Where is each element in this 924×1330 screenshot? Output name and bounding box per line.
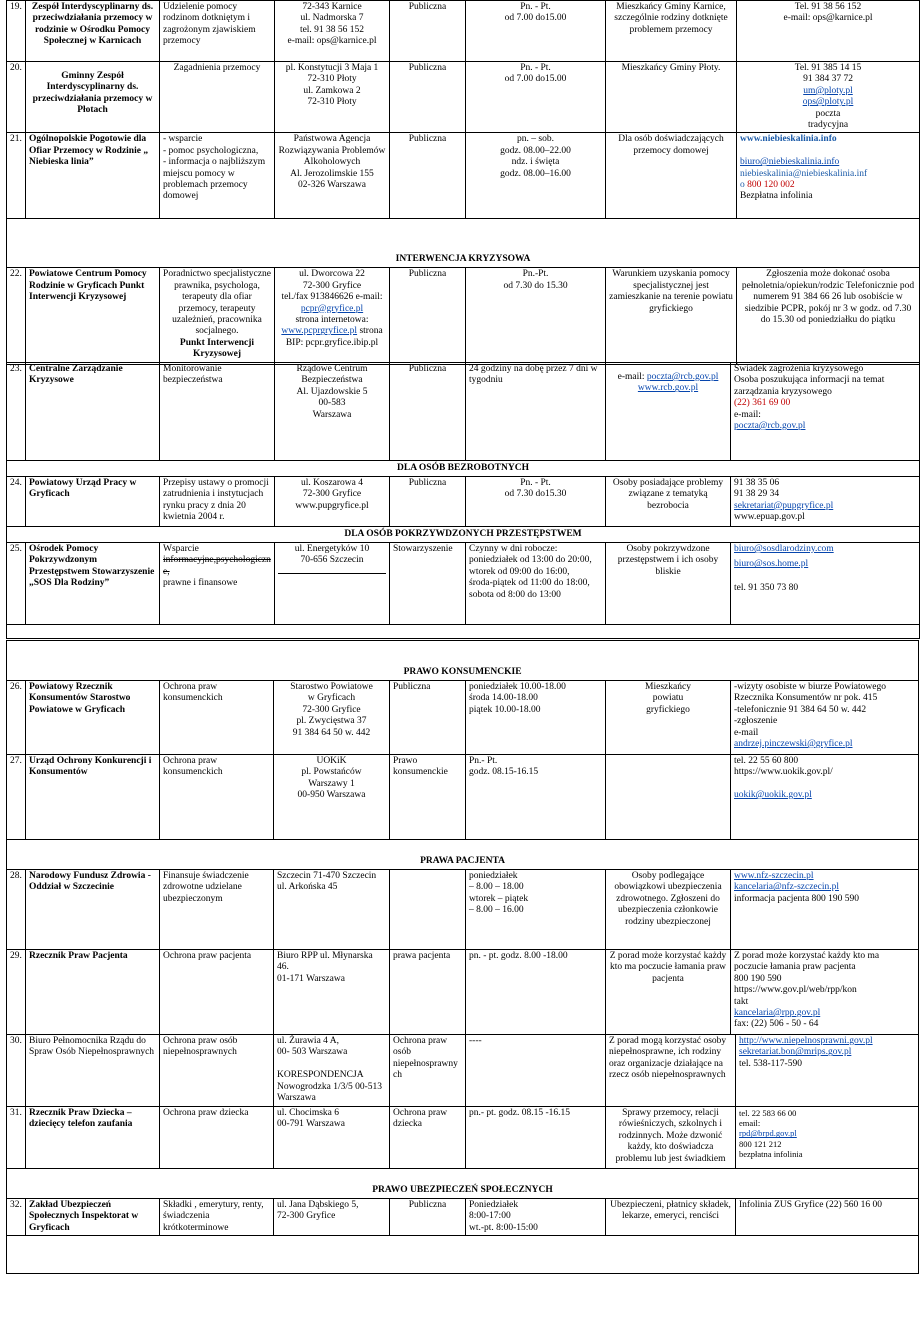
type-cell: Publiczna [390,133,466,219]
address-line: Al. Jerozolimskie 155 [290,168,374,179]
hours-cell [466,133,606,219]
contact-line: 91 384 37 72 [803,74,853,85]
hours-line: Poniedziałek [469,1200,519,1210]
scope-cell: Ochrona praw konsumenckich [160,681,274,755]
target-cell [606,755,731,840]
target-line: powiatu [652,693,684,704]
address-line: Państwowa Agencja Rozwiązywania Problemów Alkoholowych [278,134,386,168]
hours-line: ndz. i święta [511,157,560,168]
address-line: Nowogrodzka 1/3/5 00-513 Warszawa [277,1081,383,1103]
row-number: 23. [7,363,26,461]
email-link[interactable]: uokik@uokik.gov.pl [734,790,812,801]
address-line: 91 384 64 50 w. 442 [292,727,371,738]
target-cell: Osoby pokrzywdzone przestępstwem i ich osoby bliskie [606,543,731,625]
contact-cell [731,950,919,1035]
institution-name: Zespół Interdyscyplinarny ds. przeciwdziałania przemocy w rodzinie w Ośrodku Pomocy Społecznej w Karnicach [26,1,160,62]
website-link[interactable]: https://www.uokik.gov.pl/ [734,767,833,778]
address-line: 00-950 Warszawa [297,790,366,801]
table-row [7,1,920,62]
table-row [7,1199,919,1236]
address-line: pl. Zwycięstwa 37 [296,716,367,727]
contact-line: fax: (22) 506 - 50 - 64 [734,1019,819,1030]
contact-line: -wizyty osobiste w biurze Powiatowego Rzecznika Konsumentów nr pok. 415 [734,682,886,704]
address-cell [275,363,390,461]
email-link[interactable]: poczta@rcb.gov.pl [646,372,719,382]
table-row [7,133,920,219]
row-number: 20. [7,62,26,133]
table-row [7,268,920,365]
institution-name: Zakład Ubezpieczeń Społecznych Inspektorat w Gryficach [26,1199,160,1236]
address-line: 72-300 Gryfice [302,489,362,500]
institution-name: Gminny Zespół Interdyscyplinarny ds. przeciwdziałania przemocy w Płotach [26,62,160,133]
section-heading: INTERWENCJA KRYZYSOWA [7,219,920,268]
row-number: 19. [7,1,26,62]
address-line: 70-656 Szczecin [278,555,386,573]
contact-line: tradycyjna [807,119,849,130]
hours-cell: pn. - pt. godz. 8.00 -18.00 [466,950,606,1035]
scope-cell: Zagadnienia przemocy [160,62,275,133]
phone-number: (22) 361 69 00 [734,398,791,409]
table-part-4 [6,1034,919,1274]
contact-cell: Infolinia ZUS Gryfice (22) 560 16 00 [736,1199,919,1236]
scope-cell: Ochrona praw konsumenckich [160,755,274,840]
contact-line: poczta [815,108,841,119]
contact-line: bezpłatna infolinia [739,1148,803,1159]
row-number: 28. [7,870,26,950]
hours-cell [466,477,606,527]
hours-line: Pn. - Pt. [520,478,551,488]
type-cell: Stowarzyszenie [390,543,466,625]
website-link-continuation: takt [734,996,749,1007]
contact-cell [731,363,920,461]
hours-cell [466,268,606,365]
hours-cell: ---- [466,1035,606,1107]
type-cell: Publiczna [390,363,466,461]
contact-cell [731,681,919,755]
scope-cell: Ochrona praw dziecka [160,1107,274,1169]
scope-cell: Składki , emerytury, renty, świadczenia krótkoterminowe [160,1199,274,1236]
row-number: 22. [7,268,26,365]
contact-cell [737,133,920,219]
hours-line: wtorek – piątek [469,893,529,904]
email-link[interactable]: poczta@rcb.gov.pl [734,420,806,431]
address-line: tel./fax 913846626 e-mail: [281,292,383,303]
target-cell: Sprawy przemocy, relacji rówieśniczych, szkolnych i rodzinnych. Może dzwonić każdy, kto doświadcza problemu lub jest świadkiem [606,1107,736,1169]
type-cell [390,870,466,950]
hours-line: godz. 08.00–16.00 [500,168,571,179]
institution-name: Powiatowy Urząd Pracy w Gryficach [26,477,160,527]
address-line: ul. Dworcowa 22 [299,269,365,280]
phone-number: 800 120 002 [747,179,795,190]
address-line: Warszawy 1 [308,778,355,789]
row-number: 26. [7,681,26,755]
address-line: strona [359,326,383,337]
contact-line: 91 38 35 06 [734,478,780,488]
institution-name: Biuro Pełnomocnika Rządu do Spraw Osób Niepełnosprawnych [26,1035,160,1107]
section-row [7,219,920,268]
hours-line: Czynny w dni robocze: [469,544,558,554]
email-link[interactable]: kancelaria@rpp.gov.pl [734,1007,821,1018]
section-row [7,840,919,870]
address-cell [275,133,390,219]
type-cell: Publiczna [390,681,466,755]
table-row [7,1107,919,1169]
table-row [7,1035,919,1107]
contact-cell [737,1,920,62]
spacer-row [7,1236,919,1274]
email-link[interactable]: biuro@sos.home.pl [734,559,809,570]
section-row [7,641,919,681]
address-line: pl. Powstańców [301,767,362,778]
target-cell: Osoby posiadające problemy związane z tematyką bezrobocia [606,477,731,527]
hours-line: poniedziałek [469,871,518,881]
email-link[interactable]: biuro@sosdlarodziny.com [734,544,834,554]
address-line: 00-583 [318,398,346,409]
type-cell: Publiczna [390,62,466,133]
section-heading: PRAWO KONSUMENCKIE [7,641,919,681]
contact-line: tel. 22 55 60 800 [734,756,799,766]
target-cell: Z porad może korzystać każdy kto ma poczucie łamania praw pacjenta [606,950,731,1035]
email-link[interactable]: um@ploty.pl [803,85,853,96]
target-cell: Warunkiem uzyskania pomocy specjalistycznej jest zamieszkanie na terenie powiatu gryfickiego [606,268,737,365]
address-line: 72-310 Płoty [307,97,357,108]
scope-cell: Ochrona praw pacjenta [160,950,274,1035]
row-number: 25. [7,543,26,625]
address-cell [275,62,390,133]
scope-cell [160,543,275,625]
hours-line: pn. – sob. [517,134,554,145]
hours-cell [466,755,606,840]
address-line: ul. Chocimska 6 [277,1108,340,1118]
hours-line: środa-piątek od 11:00 do 18:00, [469,578,590,589]
section-row [7,1169,919,1199]
website-link[interactable]: www.pcprgryfice.pl [281,326,358,337]
type-cell: Ochrona praw dziecka [390,1107,466,1169]
institution-name: Rzecznik Praw Dziecka – dziecięcy telefon zaufania [26,1107,160,1169]
email-link[interactable]: sekretariat.bon@mrips.gov.pl [739,1047,852,1058]
hours-cell [466,1,606,62]
type-cell: Publiczna [390,477,466,527]
contact-line: tel. 91 350 73 80 [734,582,799,593]
scope-cell [160,133,275,219]
address-cell [275,543,390,625]
target-cell: Z porad mogą korzystać osoby niepełnosprawne, ich rodziny oraz organizacje działające na rzecz osób niepełnosprawnych [606,1035,736,1107]
type-cell: prawa pacjenta [390,950,466,1035]
institution-name: Powiatowy Rzecznik Konsumentów Starostwo Powiatowe w Gryficach [26,681,160,755]
section-heading: PRAWO UBEZPIECZEŃ SPOŁECZNYCH [7,1169,919,1199]
scope-line: - wsparcie [163,134,203,145]
target-line: gryfickiego [646,704,690,715]
spacer-row [7,625,920,639]
address-cell [275,477,390,527]
target-cell: Dla osób doświadczających przemocy domowej [606,133,737,219]
address-cell [274,1107,390,1169]
hours-line: godz. 08.15-16.15 [469,767,539,778]
contact-cell [736,1035,919,1107]
contact-cell [737,62,920,133]
address-line: UOKiK [316,756,347,766]
contact-line: email: [739,1118,761,1129]
hours-line: poniedziałek od 13:00 do 20:00, [469,555,592,566]
section-heading: PRAWA PACJENTA [7,840,919,870]
address-line: Warszawa [312,409,352,420]
address-line: BIP: pcpr.gryfice.ibip.pl [285,337,379,348]
contact-line: Tel. 91 385 14 15 [794,63,862,73]
target-cell: Ubezpieczeni, płatnicy składek, lekarze, emeryci, renciści [606,1199,736,1236]
table-row [7,543,920,625]
hours-cell [466,62,606,133]
hours-line: wt.-pt. 8:00-15:00 [469,1222,538,1233]
empty-cell [7,1236,919,1274]
section-heading: DLA OSÓB POKRZYWDZONYCH PRZESTĘPSTWEM [7,527,920,543]
hours-line: – 8.00 – 16.00 [469,905,524,916]
target-cell [606,681,731,755]
contact-line: tel. 538-117-590 [739,1058,802,1069]
email-link[interactable]: sekretariat@pupgryfice.pl [734,500,834,511]
scope-line: Wsparcie [163,544,199,554]
hours-line: od 7.00 do15.00 [504,13,567,24]
section-heading: DLA OSÓB BEZROBOTNYCH [7,461,920,477]
website-link[interactable]: www.pupgryfice.pl [295,500,369,511]
contact-line: Świadek zagrożenia kryzysowego [734,364,864,374]
hours-line: Pn. - Pt. [520,63,551,73]
address-line: Al. Ujazdowskie 5 [296,386,368,397]
scope-cell [160,268,275,365]
address-cell [274,1035,390,1107]
hours-cell [466,870,606,950]
row-number: 29. [7,950,26,1035]
hours-cell [466,1199,606,1236]
address-line: ul. Koszarowa 4 [301,478,363,488]
contact-line: tel. 22 583 66 00 [739,1108,797,1118]
address-line: 72-343 Karnice [302,2,362,12]
address-line: e-mail: ops@karnice.pl [287,36,377,47]
address-line: 72-300 Gryfice [277,1211,336,1222]
address-cell [274,950,390,1035]
email-link[interactable]: ops@ploty.pl [802,97,854,108]
type-cell: Ochrona praw osób niepełnosprawnych [390,1035,466,1107]
email-link-continuation: o [740,179,745,190]
website-link[interactable]: www.nfz-szczecin.pl [734,871,814,881]
institution-name: Centralne Zarządzanie Kryzysowe [26,363,160,461]
institution-name: Ośrodek Pomocy Pokrzywdzonym Przestępstwem Stowarzyszenie „SOS Dla Rodziny” [26,543,160,625]
row-number: 32. [7,1199,26,1236]
target-cell: Osoby podlegające obowiązkowi ubezpieczenia zdrowotnego. Zgłoszeni do ubezpieczenia członkowie rodziny ubezpieczonej [606,870,731,950]
target-cell: Mieszkańcy Gminy Karnice, szczególnie rodziny dotknięte problemem przemocy [606,1,737,62]
hours-line: Pn. - Pt. [520,2,551,12]
website-link[interactable]: www.niebieskalinia.info [740,134,837,145]
address-line: strona internetowa: [295,314,369,325]
contact-line: Z porad może korzystać każdy kto ma poczucie łamania praw pacjenta [734,951,880,973]
contact-line: Osoba poszukująca informacji na temat zarządzania kryzysowego [734,375,885,397]
section-row [7,527,920,543]
hours-line: wtorek od 09:00 do 16:00, [469,566,570,577]
hours-cell: pn.- pt. godz. 08.15 -16.15 [466,1107,606,1169]
hours-line: od 7.30 do 15.30 [503,280,568,291]
table-row [7,755,919,840]
address-line: Szczecin 71-470 Szczecin [277,871,377,881]
scope-cell: Finansuje świadczenie zdrowotne udzielane ubezpieczonym [160,870,274,950]
address-line: Biuro RPP ul. Młynarska 46. [277,951,373,973]
hours-cell: 24 godziny na dobę przez 7 dni w tygodniu [466,363,606,461]
table-part-1 [6,0,920,365]
address-line: ul. Zamkowa 2 [303,85,361,96]
address-line [277,1059,386,1070]
scope-cell: Ochrona praw osób niepełnosprawnych [160,1035,274,1107]
email-link[interactable]: pcpr@gryfice.pl [300,303,364,314]
address-line: tel. 91 38 56 152 [299,24,365,35]
row-number: 30. [7,1035,26,1107]
scope-line: Poradnictwo specjalistyczne prawnika, psychologa, terapeuty dla ofiar przemocy, terapeuty uzależnień, pracownika socjalnego. [163,269,271,337]
hours-line: od 7.30 do15.30 [504,489,567,500]
address-line: 00- 503 Warszawa [277,1047,348,1058]
address-line: 72-310 Płoty [307,74,357,85]
address-cell [274,681,390,755]
hours-line: poniedziałek 10.00-18.00 [469,682,566,692]
contact-line: 800 121 212 [739,1138,782,1149]
address-line: ul. Żurawia 4 A, [277,1036,340,1046]
table-row [7,363,920,461]
contact-line: Tel. 91 38 56 152 [794,2,862,12]
hours-cell [466,543,606,625]
website-link[interactable]: http://www.niepelnosprawni.gov.pl [739,1036,873,1046]
scope-cell: Przepisy ustawy o promocji zatrudnienia i instytucjach rynku pracy z dnia 20 kwietnia 2004 r. [160,477,275,527]
contact-line: -telefonicznie 91 384 64 50 w. 442 [734,704,867,715]
address-line: ul. Nadmorska 7 [300,13,364,24]
website-link[interactable]: www.epuap.gov.pl [734,512,805,523]
address-cell [274,755,390,840]
hours-line: sobota od 8:00 do 13:00 [469,589,561,600]
hours-line: od 7.00 do15.00 [504,74,567,85]
address-line: 02-326 Warszawa [298,179,366,190]
type-cell: Publiczna [390,1,466,62]
address-cell [274,1199,390,1236]
contact-line: 91 38 29 34 [734,489,780,500]
row-number: 27. [7,755,26,840]
contact-cell [731,755,919,840]
contact-line: e-mail [734,727,759,738]
hours-line: środa 14.00-18.00 [469,693,538,704]
type-cell: Prawo konsumenckie [390,755,466,840]
address-line: 72-300 Gryfice [302,280,362,291]
contact-cell [731,477,920,527]
hours-line: 8:00-17:00 [469,1211,511,1222]
target-line: e-mail: [617,372,645,382]
institution-name: Ogólnopolskie Pogotowie dla Ofiar Przemocy w Rodzinie „ Niebieska linia” [26,133,160,219]
table-part-3 [6,640,919,1035]
contact-line: 800 190 590 [734,973,782,984]
scope-cell: Monitorowanie bezpieczeństwa [160,363,275,461]
hours-line: Pn.-Pt. [522,269,549,280]
address-cell [275,1,390,62]
target-cell: Mieszkańcy Gminy Płoty. [606,62,737,133]
scope-line: - informacja o najbliższym miejscu pomocy w problemach przemocy domowej [163,157,266,202]
table-row [7,477,920,527]
institution-name: Urząd Ochrony Konkurencji i Konsumentów [26,755,160,840]
address-line: 72-300 Gryfice [302,704,361,715]
row-number: 31. [7,1107,26,1169]
address-line: w Gryficach [307,693,356,704]
address-line: ul. Energetyków 10 [294,544,370,554]
email-link[interactable]: biuro@niebieskalinia.info [740,157,840,168]
table-row [7,62,920,133]
contact-cell [736,1107,919,1169]
target-line: Mieszkańcy [645,682,691,692]
table-row [7,870,919,950]
institution-name: Rzecznik Praw Pacjenta [26,950,160,1035]
target-cell [606,363,731,461]
email-link[interactable]: rpd@brpd.gov.pl [739,1128,797,1139]
contact-line: e-mail: ops@karnice.pl [783,13,873,24]
address-line: ul. Arkońska 45 [277,882,338,893]
address-line: 00-791 Warszawa [277,1119,345,1130]
table-row [7,681,919,755]
address-line: 01-171 Warszawa [277,973,345,984]
website-link[interactable]: https://www.gov.pl/web/rpp/kon [734,985,857,996]
address-line: KORESPONDENCJA [277,1070,364,1081]
institution-name: Narodowy Fundusz Zdrowia - Oddział w Szczecinie [26,870,160,950]
scope-line: Punkt Interwencji Kryzysowej [179,337,255,360]
contact-line: Bezpłatna infolinia [740,191,813,202]
empty-cell [7,625,920,639]
hours-cell [466,681,606,755]
row-number: 21. [7,133,26,219]
scope-line: - pomoc psychologiczna, [163,145,259,156]
row-number: 24. [7,477,26,527]
table-row [7,950,919,1035]
address-line: pl. Konstytucji 3 Maja 1 [285,63,379,73]
contact-cell [731,870,919,950]
scope-cell [160,1,275,62]
email-link[interactable]: kancelaria@nfz-szczecin.pl [734,882,840,893]
scope-line: informacyjne,psychologiczne, [163,555,271,577]
type-cell: Publiczna [390,1199,466,1236]
email-link[interactable]: niebieskalinia@niebieskalinia.inf [740,168,868,179]
type-cell: Publiczna [390,268,466,365]
section-row [7,461,920,477]
hours-line: godz. 08.00–22.00 [500,145,571,156]
hours-line: – 8.00 – 18.00 [469,882,524,893]
scope-text: Udzielenie pomocy rodzinom dotkniętym i zagrożonym zjawiskiem przemocy [163,2,256,47]
contact-line: -zgłoszenie [734,716,778,727]
contact-cell [731,543,920,625]
contact-line: informacja pacjenta 800 190 590 [734,893,860,904]
hours-line: Pn.- Pt. [469,756,498,766]
website-link[interactable]: www.rcb.gov.pl [637,383,699,394]
hours-line: piątek 10.00-18.00 [469,704,541,715]
address-cell [274,870,390,950]
table-part-2 [6,362,920,639]
contact-cell: Zgłoszenia może dokonać osoba pełnoletnia/opiekun/rodzic Telefonicznie pod numerem 91 384 66 26 lub osobiście w siedzibie PCPR, pokój nr 3 w godz. od 7.30 do 15.30 od poniedziałku do piątku [737,268,920,365]
address-cell [275,268,390,365]
address-line: ul. Jana Dąbskiego 5, [277,1200,359,1210]
contact-line: e-mail: [734,409,761,420]
address-line: Starostwo Powiatowe [290,682,373,692]
address-line: Rządowe Centrum Bezpieczeństwa [296,364,368,386]
email-link[interactable]: andrzej.pinczewski@gryfice.pl [734,738,853,749]
institution-name: Powiatowe Centrum Pomocy Rodzinie w Gryficach Punkt Interwencji Kryzysowej [26,268,160,365]
scope-line: prawne i finansowe [163,578,238,589]
